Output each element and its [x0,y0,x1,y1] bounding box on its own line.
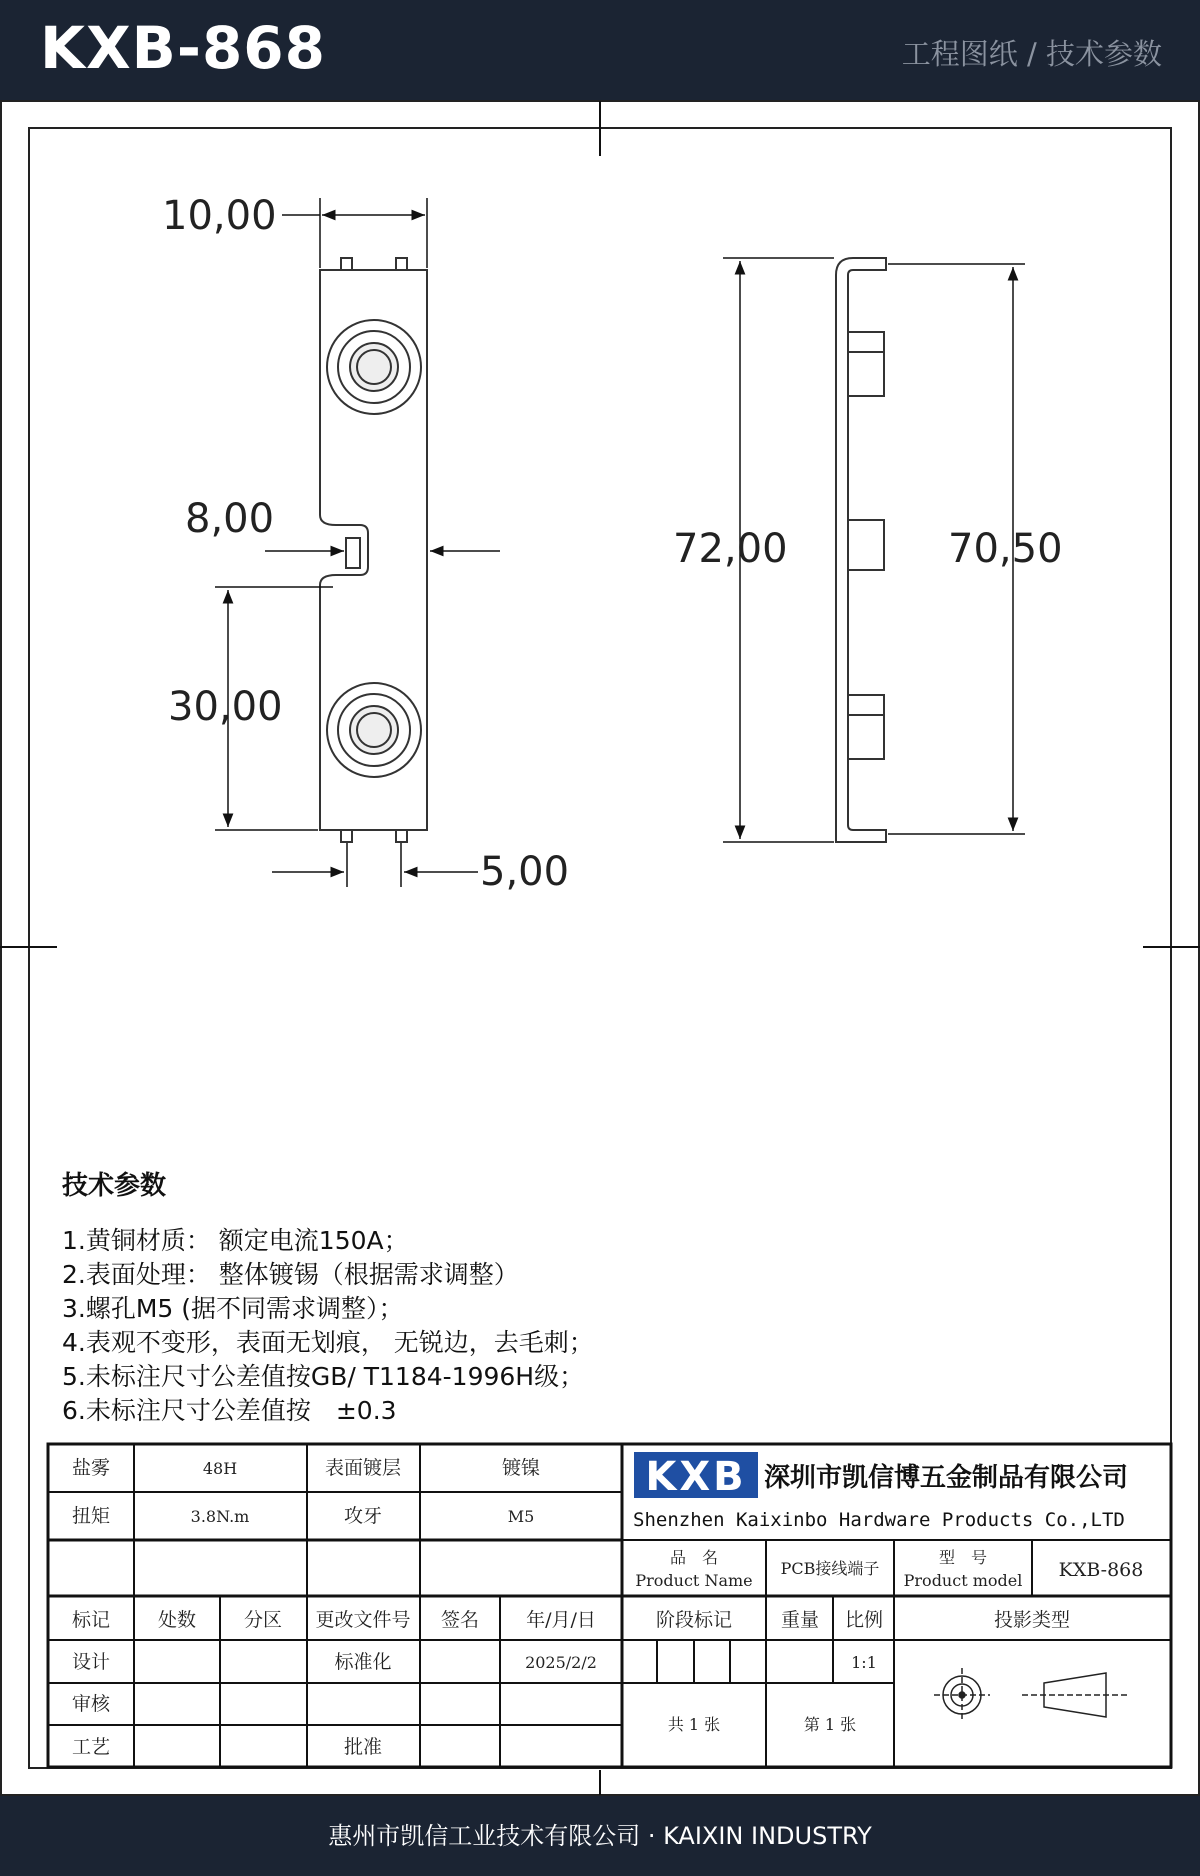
salt-spray-value: 48H [202,1459,238,1478]
rev-header: 更改文件号 [315,1609,411,1631]
spec-line: 6.未标注尺寸公差值按 ±0.3 [62,1396,397,1425]
stage-label: 阶段标记 [655,1609,733,1631]
product-name-cn: 品 名 [669,1548,719,1567]
rev-header: 年/月/日 [526,1609,596,1631]
torque-value: 3.8N.m [190,1507,250,1526]
projection-label: 投影类型 [993,1609,1071,1631]
plating-value: 镀镍 [501,1457,541,1479]
logo-text: KXB [645,1454,747,1500]
model-value: KXB-868 [1058,1559,1144,1581]
product-name-en: Product Name [635,1571,753,1590]
dim-pin-gap: 5,00 [480,849,570,895]
rev-header: 签名 [440,1609,480,1631]
dim-overall-length: 72,00 [673,526,788,572]
rev-header: 标记 [71,1609,111,1631]
design-label: 设计 [71,1651,111,1673]
plating-label: 表面镀层 [324,1457,402,1479]
spec-line: 1.黄铜材质： 额定电流150A； [62,1226,409,1255]
tap-value: M5 [507,1507,535,1526]
review-label: 审核 [71,1693,111,1715]
spec-line: 2.表面处理： 整体镀锡（根据需求调整） [62,1260,519,1289]
company-name-cn: 深圳市凯信博五金制品有限公司 [764,1463,1129,1493]
sheets-total: 共 1 张 [667,1715,721,1734]
weight-label: 重量 [780,1609,820,1631]
spec-line: 4.表观不变形，表面无划痕， 无锐边，去毛刺； [62,1328,594,1357]
spec-line: 3.螺孔M5 (据不同需求调整）； [62,1294,404,1323]
salt-spray-label: 盐雾 [71,1457,111,1479]
approve-label: 批准 [343,1736,383,1758]
rev-header: 分区 [243,1609,283,1631]
rev-header: 处数 [157,1609,197,1631]
standardize-label: 标准化 [334,1651,392,1673]
date-value: 2025/2/2 [525,1653,597,1672]
specs-title: 技术参数 [62,1171,167,1201]
model-en: Product model [903,1571,1023,1590]
dim-width-top: 10,00 [162,193,277,239]
dim-inner-length: 70,50 [948,526,1063,572]
dim-lower-span: 30,00 [168,684,283,730]
scale-value: 1:1 [851,1653,877,1672]
footer-text: 惠州市凯信工业技术有限公司 · KAIXIN INDUSTRY [328,1822,872,1850]
model-title: KXB-868 [40,14,327,82]
sheet-number: 第 1 张 [803,1715,857,1734]
projection-symbol-icon [934,1668,1130,1722]
product-name-value: PCB接线端子 [780,1559,880,1578]
tap-label: 攻牙 [343,1505,383,1527]
footer-bar [0,1796,1200,1876]
model-cn: 型 号 [938,1548,988,1567]
scale-label: 比例 [844,1609,884,1631]
dim-notch: 8,00 [185,496,275,542]
header-subtitle: 工程图纸 / 技术参数 [901,37,1162,71]
process-label: 工艺 [71,1736,111,1758]
torque-label: 扭矩 [71,1505,111,1527]
spec-line: 5.未标注尺寸公差值按GB/ T1184-1996H级； [62,1362,585,1391]
company-name-en: Shenzhen Kaixinbo Hardware Products Co.,LTD [633,1509,1125,1531]
